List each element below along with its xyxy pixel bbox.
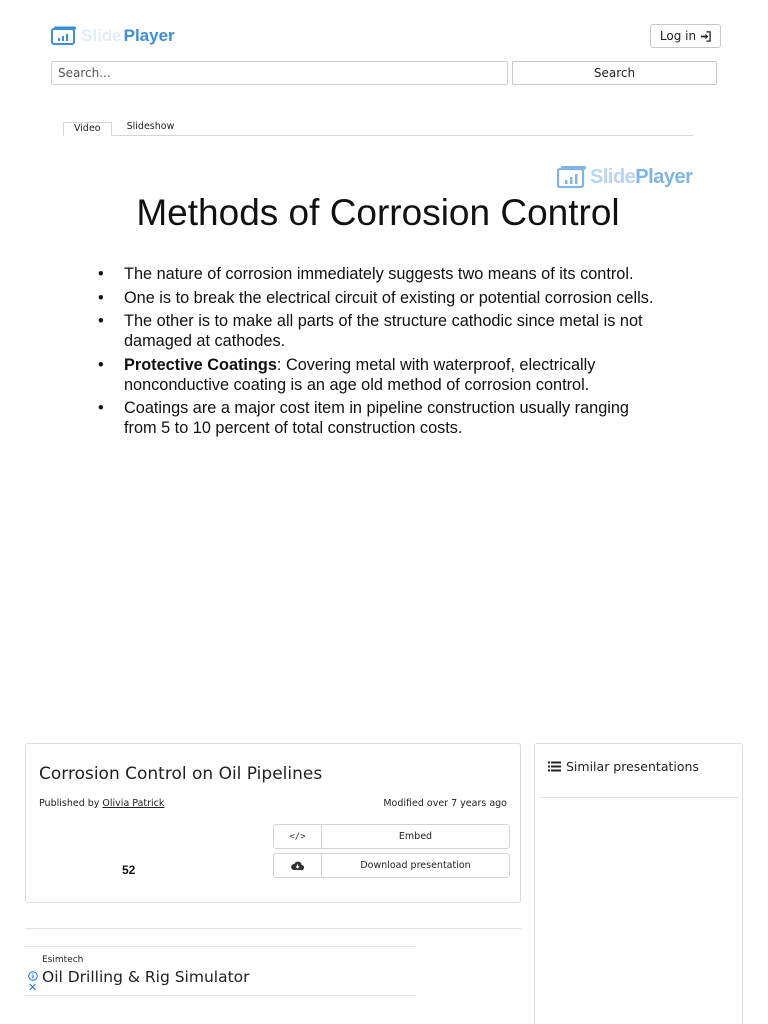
published-by [39, 798, 164, 809]
logo-player-text: Player [123, 26, 175, 45]
author-link[interactable]: Olivia Patrick [102, 798, 165, 809]
slide-title: Methods of Corrosion Control [136, 192, 620, 233]
bullet-text: Coatings are a major cost item in pipeline construction usually ranging from 5 to 10 percent of total construction costs. [124, 399, 629, 437]
login-button[interactable] [650, 24, 721, 48]
code-icon: </> [274, 825, 322, 848]
watermark-slide-text: Slide [590, 165, 636, 188]
similar-presentations-heading [548, 759, 699, 774]
ad-close-icon[interactable]: ✕ [28, 981, 38, 994]
bullet-bold-term: Protective Coatings [124, 355, 277, 374]
bullet-text: The nature of corrosion immediately suggests two means of its control. [124, 265, 634, 283]
modified-date: Modified over 7 years ago [383, 798, 507, 809]
presentation-title: Corrosion Control on Oil Pipelines [39, 764, 323, 784]
bullet-glyph: • [98, 399, 104, 417]
similar-presentations-panel [534, 743, 743, 1024]
bullet-glyph: • [98, 265, 104, 283]
watermark-logo-icon [557, 165, 587, 189]
logo-slide-text: Slide [81, 26, 122, 45]
sidebar-divider [540, 797, 738, 798]
slide-bullet [98, 264, 658, 284]
ad-brand: Esimtech [42, 955, 84, 965]
search-button[interactable]: Search [512, 61, 717, 85]
section-divider [25, 928, 521, 929]
bullet-text: The other is to make all parts of the structure cathodic since metal is not damaged at cathodes. [124, 312, 643, 350]
embed-button[interactable] [273, 824, 510, 849]
published-by-label: Published by [39, 798, 100, 809]
download-label: Download presentation [360, 860, 471, 871]
slide-bullet [98, 288, 658, 308]
list-icon [548, 761, 561, 772]
embed-label: Embed [398, 831, 433, 842]
info-icon[interactable] [28, 971, 38, 981]
slide-bullet [98, 355, 658, 395]
cloud-download-icon-cell [274, 854, 322, 877]
download-presentation-button[interactable] [273, 853, 510, 878]
watermark-player-text: Player [635, 165, 693, 188]
bullet-glyph: • [98, 288, 104, 307]
bullet-glyph: • [98, 355, 104, 374]
cloud-download-icon [291, 861, 304, 871]
ad-banner[interactable] [25, 946, 416, 996]
slide-viewer [63, 150, 693, 710]
slide-bullet-list [98, 264, 658, 442]
tab-video[interactable]: Video [63, 122, 112, 136]
ad-headline[interactable]: Oil Drilling & Rig Simulator [42, 968, 250, 986]
bullet-text: One is to break the electrical circuit of existing or potential corrosion cells. [124, 288, 654, 307]
slideplayer-logo-icon [51, 26, 77, 46]
view-tabs [63, 122, 693, 136]
bullet-text: : Covering metal with waterproof, electrically nonconductive coating is an age old method of corrosion control. [124, 355, 596, 394]
search-input[interactable] [51, 61, 508, 85]
presentation-info-card [25, 743, 521, 903]
view-count: 52 [122, 863, 136, 877]
similar-presentations-label: Similar presentations [566, 759, 699, 774]
slideplayer-watermark [557, 165, 692, 189]
bullet-glyph: • [98, 312, 104, 330]
slideplayer-logo[interactable] [51, 25, 175, 47]
tab-slideshow[interactable]: Slideshow [126, 121, 175, 132]
slide-bullet [98, 311, 658, 351]
sign-in-icon [700, 31, 711, 42]
login-label: Log in [659, 29, 697, 43]
slide-bullet [98, 398, 658, 438]
